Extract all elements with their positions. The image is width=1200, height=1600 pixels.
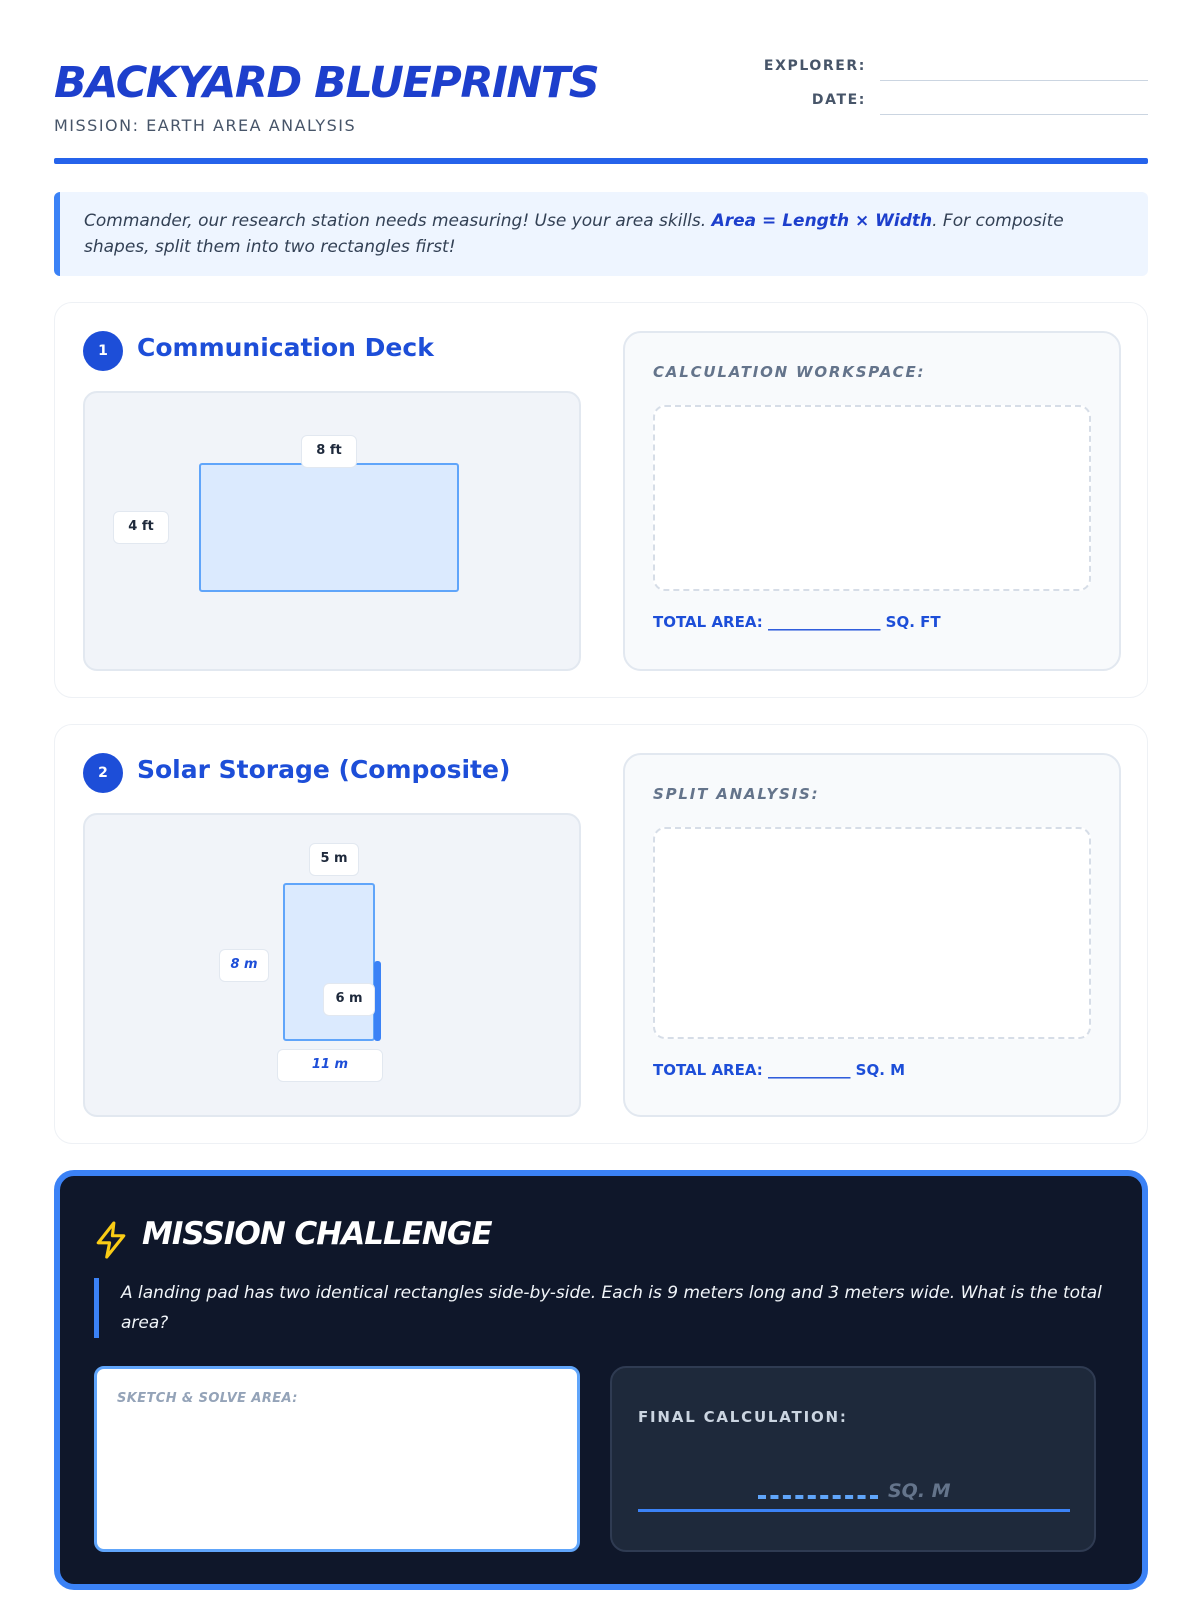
- split-analysis-workspace: [623, 753, 1121, 1117]
- problem-number-badge: 1: [83, 331, 123, 371]
- lightning-bolt-icon: [94, 1220, 128, 1260]
- worksheet-subtitle: MISSION: EARTH AREA ANALYSIS: [54, 116, 357, 135]
- mission-challenge-panel: [54, 1170, 1148, 1590]
- composite-rectangle-shape: [283, 883, 375, 1041]
- answer-unit: SQ. M: [888, 1480, 951, 1502]
- total-area-line: TOTAL AREA: ___________ SQ. M: [653, 1061, 906, 1079]
- answer-blank: [758, 1495, 878, 1499]
- intro-text-end: . For composite shapes, split them into two rectangles first!: [84, 211, 1064, 257]
- inner-height-label: 6 m: [323, 983, 375, 1016]
- area-formula: Area = Length × Width: [711, 211, 933, 231]
- workspace-label: SPLIT ANALYSIS:: [653, 785, 820, 803]
- date-field: [748, 88, 1148, 118]
- challenge-title: MISSION CHALLENGE: [142, 1216, 492, 1252]
- date-label: DATE:: [811, 92, 866, 108]
- width-label: 8 ft: [301, 435, 357, 468]
- problem-card-communication-deck: [54, 302, 1148, 698]
- sketch-solve-area[interactable]: [94, 1366, 580, 1552]
- intro-text-start: Commander, our research station needs measuring! Use your area skills.: [84, 211, 712, 231]
- page-header: [54, 50, 1148, 165]
- explorer-write-line[interactable]: [880, 80, 1148, 81]
- problem-title: Solar Storage (Composite): [137, 755, 511, 784]
- date-write-line[interactable]: [880, 114, 1148, 115]
- shape-figure: [83, 391, 581, 671]
- workspace-answer-box[interactable]: [653, 405, 1091, 591]
- header-divider: [54, 158, 1148, 164]
- workspace-label: CALCULATION WORKSPACE:: [653, 363, 926, 381]
- intro-callout: [54, 192, 1148, 276]
- explorer-label: EXPLORER:: [763, 58, 866, 74]
- answer-underline: [638, 1509, 1070, 1512]
- final-answer-field[interactable]: [638, 1478, 1070, 1512]
- calculation-workspace: [623, 331, 1121, 671]
- sketch-label: SKETCH & SOLVE AREA:: [117, 1391, 298, 1406]
- composite-shape-figure: [83, 813, 581, 1117]
- total-area-line: TOTAL AREA: _______________ SQ. FT: [653, 613, 941, 631]
- problem-card-solar-storage: [54, 724, 1148, 1144]
- left-height-label: 8 m: [219, 949, 269, 982]
- explorer-field: [748, 54, 1148, 84]
- height-label: 4 ft: [113, 511, 169, 544]
- final-calculation-label: FINAL CALCULATION:: [638, 1408, 848, 1426]
- final-calculation-box: [610, 1366, 1096, 1552]
- workspace-answer-box[interactable]: [653, 827, 1091, 1039]
- problem-number-badge: 2: [83, 753, 123, 793]
- worksheet-title: BACKYARD BLUEPRINTS: [54, 58, 599, 108]
- top-width-label: 5 m: [309, 843, 359, 876]
- composite-extension-edge: [374, 961, 381, 1041]
- challenge-question: A landing pad has two identical rectangles side-by-side. Each is 9 meters long and 3 meters wide. What is the total area?: [94, 1278, 1104, 1338]
- rectangle-shape: [199, 463, 459, 592]
- problem-title: Communication Deck: [137, 333, 434, 362]
- bottom-width-label: 11 m: [277, 1049, 383, 1082]
